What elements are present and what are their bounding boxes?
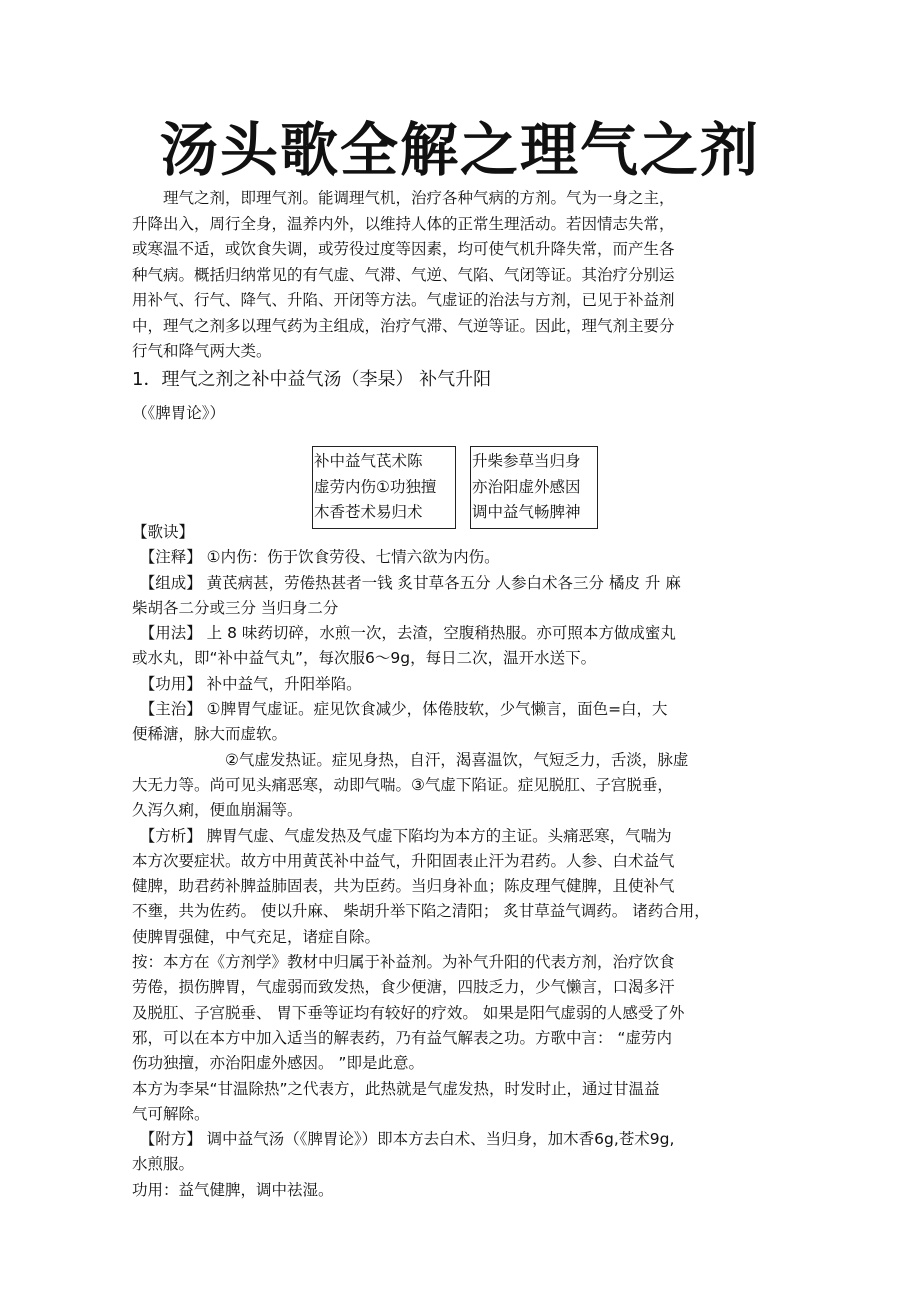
body-line: 本方次要症状。故方中用黄芪补中益气，升阳固表止汗为君药。人参、白术益气 xyxy=(132,851,675,870)
verse-line: 木香苍术易归术 xyxy=(314,503,423,521)
verse-box-right xyxy=(470,446,598,529)
verse-line: 调中益气畅脾神 xyxy=(472,503,581,521)
body-line: 按：本方在《方剂学》教材中归属于补益剂。为补气升阳的代表方剂，治疗饮食 xyxy=(132,953,675,972)
body-line: 【附方】 调中益气汤（《脾胃论》）即本方去白术、当归身，加木香6g,苍术9g, xyxy=(132,1130,675,1149)
body-line: 气可解除。 xyxy=(132,1104,210,1123)
body-line: 【方析】 脾胃气虚、气虚发热及气虚下陷均为本方的主证。头痛恶寒，气喘为 xyxy=(132,826,672,845)
intro-line: 用补气、行气、降气、升陷、开闭等方法。气虚证的治法与方剂，已见于补益剂 xyxy=(132,291,675,309)
body-line: 水煎服。 xyxy=(132,1155,195,1174)
verse-line: 虚劳内伤①功独擅 xyxy=(314,477,437,496)
body-line: 【主治】 ①脾胃气虚证。症见饮食减少，体倦肢软，少气懒言，面色=白，大 xyxy=(132,700,668,719)
formula-body xyxy=(132,520,752,1203)
verse-line: 升柴参草当归身 xyxy=(472,452,581,470)
body-line: 大无力等。尚可见头痛恶寒，动即气喘。③气虚下陷证。症见脱肛、子宫脱垂， xyxy=(132,775,673,794)
body-line: 【组成】 黄芪病甚，劳倦热甚者一钱 炙甘草各五分 人参白术各三分 橘皮 升 麻 xyxy=(132,573,681,592)
verse-box-left xyxy=(312,446,456,529)
intro-line: 种气病。概括归纳常见的有气虚、气滞、气逆、气陷、气闭等证。其治疗分别运 xyxy=(132,265,675,284)
body-line: 本方为李杲“甘温除热”之代表方，此热就是气虚发热，时发时止，通过甘温益 xyxy=(132,1079,660,1098)
body-line: 【歌诀】 xyxy=(132,523,195,541)
body-line: 邪，可以在本方中加入适当的解表药，乃有益气解表之功。方歌中言： “虚劳内 xyxy=(132,1028,672,1047)
intro-line: 升降出入，周行全身，温养内外，以维持人体的正常生理活动。若因情志失常， xyxy=(132,214,675,233)
body-line: 久泻久痢，便血崩漏等。 xyxy=(132,801,303,820)
source-reference: （《脾胃论》） xyxy=(132,404,226,422)
body-line: 使脾胃强健，中气充足，诸症自除。 xyxy=(132,927,381,946)
section-heading: 1．理气之剂之补中益气汤（李杲） 补气升阳 xyxy=(132,369,492,390)
intro-line: 或寒温不适，或饮食失调，或劳役过度等因素，均可使气机升降失常，而产生各 xyxy=(132,240,675,258)
body-line: 柴胡各二分或三分 当归身二分 xyxy=(132,598,339,617)
document-title: 汤头歌全解之理气之剂 xyxy=(159,116,760,184)
intro-line: 中，理气之剂多以理气药为主组成，治疗气滞、气逆等证。因此，理气剂主要分 xyxy=(132,316,675,335)
intro-line: 理气之剂，即理气剂。能调理气机，治疗各种气病的方剂。气为一身之主， xyxy=(132,189,675,207)
intro-paragraph xyxy=(132,186,732,365)
verse-line: 亦治阳虚外感因 xyxy=(472,477,581,496)
body-line: 及脱肛、子宫脱垂、 胃下垂等证均有较好的疗效。 如果是阳气虚弱的人感受了外 xyxy=(132,1003,685,1022)
body-line: 劳倦，损伤脾胃，气虚弱而致发热，食少便溏，四肢乏力，少气懒言，口渴多汗 xyxy=(132,978,675,997)
body-line: 功用：益气健脾，调中祛湿。 xyxy=(132,1180,334,1199)
verse-line: 补中益气芪术陈 xyxy=(314,452,423,470)
intro-line: 行气和降气两大类。 xyxy=(132,342,272,360)
body-line: 不壅，共为佐药。 使以升麻、 柴胡升举下陷之清阳； 炙甘草益气调药。 诸药合用， xyxy=(132,902,710,921)
body-line: 【注释】 ①内伤：伤于饮食劳役、七情六欲为内伤。 xyxy=(132,548,500,567)
body-line: 【功用】 补中益气，升阳举陷。 xyxy=(132,674,362,693)
body-line: 便稀溏，脉大而虚软。 xyxy=(132,725,288,744)
body-line: 【用法】 上 8 味药切碎，水煎一次，去渣，空腹稍热服。亦可照本方做成蜜丸 xyxy=(132,624,676,643)
body-line: ②气虚发热证。症见身热，自汗，渴喜温饮，气短乏力，舌淡，脉虚 xyxy=(132,750,689,769)
body-line: 健脾，助君药补脾益肺固表，共为臣药。当归身补血；陈皮理气健脾，且使补气 xyxy=(132,877,675,896)
body-line: 伤功独擅，亦治阳虚外感因。 ”即是此意。 xyxy=(132,1054,424,1073)
body-line: 或水丸，即“补中益气丸”，每次服6～9g，每日二次，温开水送下。 xyxy=(132,649,597,668)
